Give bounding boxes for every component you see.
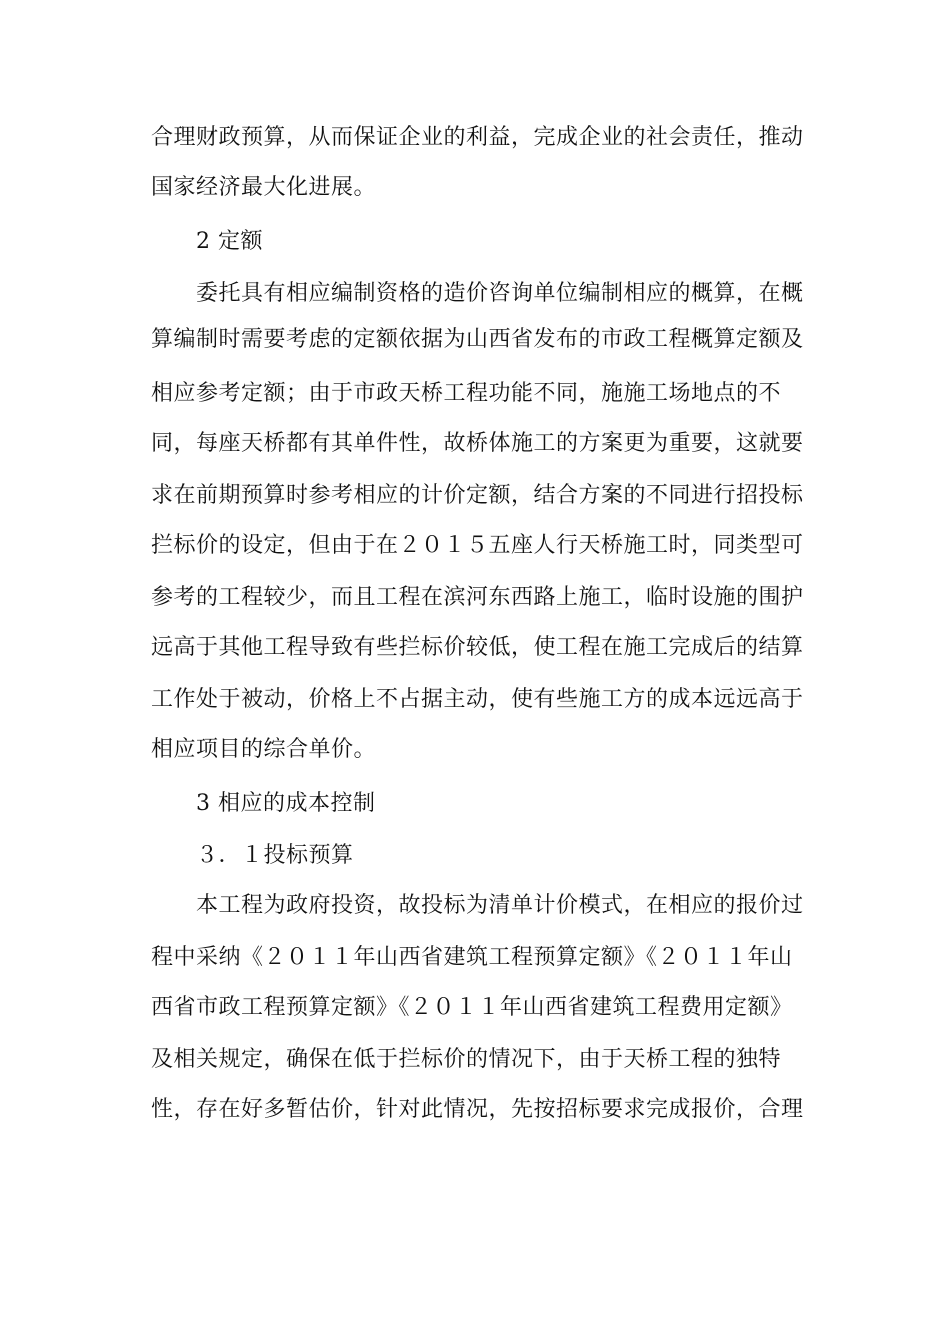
- paragraph-line: 委托具有相应编制资格的造价咨询单位编制相应的概算，在概: [196, 281, 804, 306]
- paragraph-line: 及相关规定，确保在低于拦标价的情况下，由于天桥工程的独特: [151, 1047, 782, 1072]
- paragraph-line: 拦标价的设定，但由于在２０１５五座人行天桥施工时，同类型可: [151, 533, 804, 558]
- section-heading-3: 3 相应的成本控制: [196, 791, 376, 816]
- paragraph-line: 算编制时需要考虑的定额依据为山西省发布的市政工程概算定额及: [151, 327, 804, 352]
- subsection-heading-3-1: ３．１投标预算: [196, 843, 354, 868]
- paragraph-line: 性，存在好多暂估价，针对此情况，先按招标要求完成报价，合理: [151, 1097, 804, 1122]
- paragraph-line: 参考的工程较少，而且工程在滨河东西路上施工，临时设施的围护: [151, 585, 804, 610]
- paragraph-line: 同，每座天桥都有其单件性，故桥体施工的方案更为重要，这就要: [151, 431, 804, 456]
- paragraph-line: 工作处于被动，价格上不占据主动，使有些施工方的成本远远高于: [151, 687, 804, 712]
- paragraph-line: 西省市政工程预算定额》《２０１１年山西省建筑工程费用定额》: [151, 995, 793, 1020]
- paragraph-line: 程中采纳《２０１１年山西省建筑工程预算定额》《２０１１年山: [151, 945, 793, 970]
- section-heading-2: 2 定额: [196, 229, 263, 254]
- paragraph-line: 求在前期预算时参考相应的计价定额，结合方案的不同进行招投标: [151, 483, 804, 508]
- paragraph-line: 国家经济最大化进展。: [151, 175, 377, 200]
- paragraph-line: 相应参考定额；由于市政天桥工程功能不同，施施工场地点的不: [151, 381, 782, 406]
- paragraph-line: 合理财政预算，从而保证企业的利益，完成企业的社会责任，推动: [151, 125, 804, 150]
- paragraph-line: 相应项目的综合单价。: [151, 737, 377, 762]
- paragraph-line: 远高于其他工程导致有些拦标价较低，使工程在施工完成后的结算: [151, 635, 804, 660]
- paragraph-line: 本工程为政府投资，故投标为清单计价模式，在相应的报价过: [196, 893, 804, 918]
